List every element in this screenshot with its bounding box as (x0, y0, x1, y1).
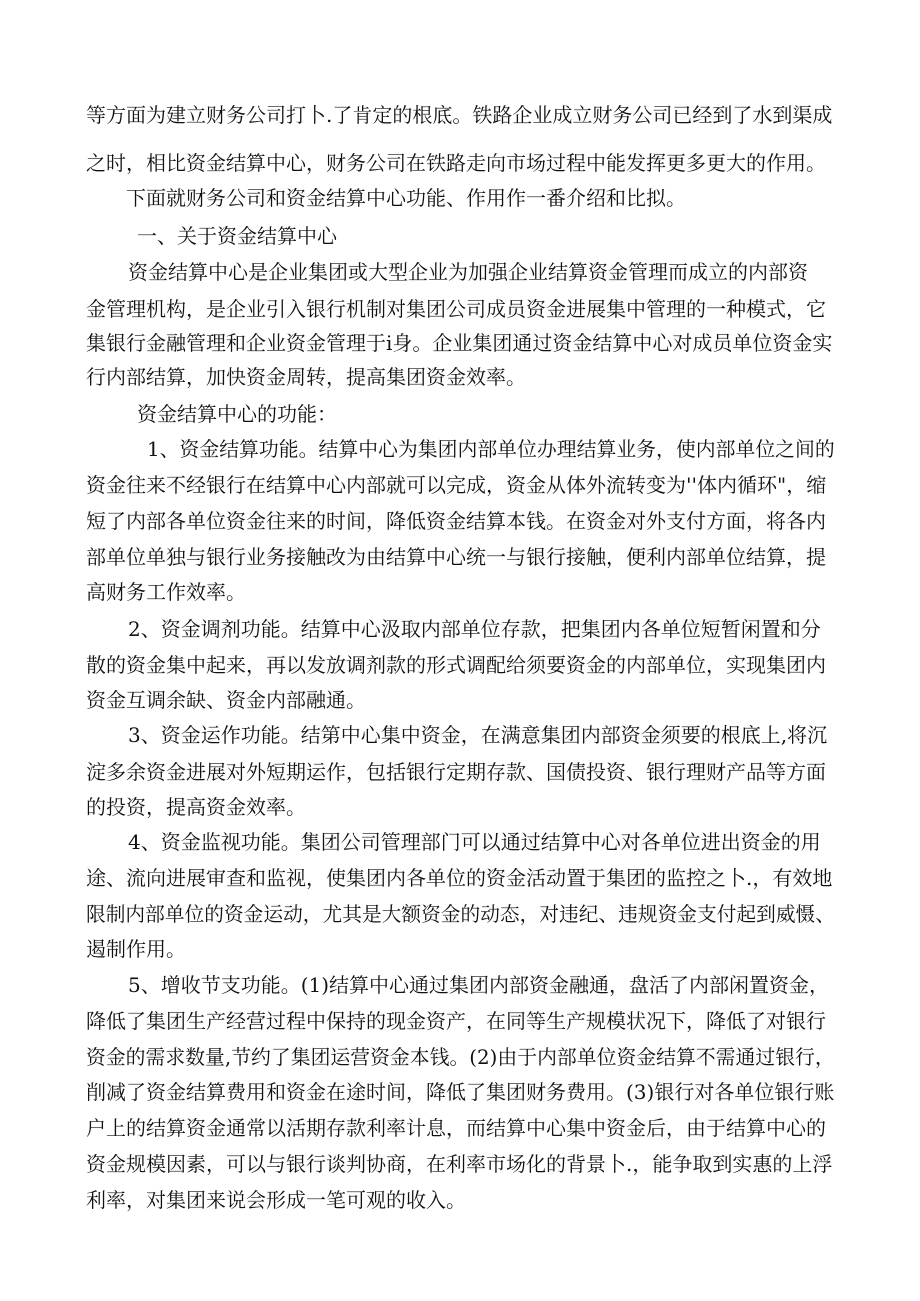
text-line: 削减了资金结算费用和资金在途时间，降低了集团财务费用。(3)银行对各单位银行账 (86, 1080, 835, 1104)
text-line: 散的资金集中起来，再以发放调剂款的形式调配给须要资金的内部单位，实现集团内 (86, 653, 826, 677)
text-line: 途、流向进展审查和监视，使集团内各单位的资金活动置于集团的监控之卜.，有效地 (86, 866, 833, 890)
text-line: 遏制作用。 (86, 937, 186, 961)
subheading: 资金结算中心的功能： (137, 402, 337, 426)
text-line: 高财务工作效率。 (86, 580, 246, 604)
text-line: 户上的结算资金通常以活期存款利率计息，而结算中心集中资金后，由于结算中心的 (86, 1116, 826, 1140)
text-line: 2、资金调剂功能。结算中心汲取内部单位存款，把集团内各单位短暂闲置和分 (128, 617, 821, 641)
text-line: 部单位单独与银行业务接触改为由结算中心统一与银行接触，便利内部单位结算，提 (86, 545, 826, 569)
section-heading: 一、关于资金结算中心 (137, 224, 337, 248)
text-line: 利率，对集团来说会形成一笔可观的收入。 (86, 1188, 466, 1212)
text-line: 4、资金监视功能。集团公司管理部门可以通过结算中心对各单位进出资金的用 (128, 830, 821, 854)
text-line: 金管理机构，是企业引入银行机制对集团公司成员资金进展集中管理的一种模式，它 (86, 297, 826, 321)
text-line: 淀多余资金进展对外短期运作，包括银行定期存款、国债投资、银行理财产品等方面 (86, 760, 826, 784)
text-line: 5、增收节支功能。(1)结算中心通过集团内部资金融通，盘活了内部闲置资金， (128, 973, 830, 997)
text-line: 降低了集团生产经营过程中保持的现金资产，在同等生产规模状况下，降低了对银行 (86, 1009, 826, 1033)
text-line: 的投资，提高资金效率。 (86, 795, 306, 819)
text-line: 之时，相比资金结算中心，财务公司在铁路走向市场过程中能发挥更多更大的作用。 (86, 151, 826, 175)
text-line: 1、资金结算功能。结算中心为集团内部单位办理结算业务，使内部单位之间的 (147, 437, 835, 461)
text-line: 资金规模因素，可以与银行谈判协商，在利率市场化的背景卜.，能争取到实惠的上浮 (86, 1152, 833, 1176)
text-line: 等方面为建立财务公司打卜.了肯定的根底。铁路企业成立财务公司已经到了水到渠成 (86, 103, 833, 127)
text-line: 行内部结算，加快资金周转，提高集团资金效率。 (86, 365, 526, 389)
text-line: 限制内部单位的资金运动，尤其是大额资金的动态，对违纪、违规资金支付起到威慑、 (86, 902, 835, 926)
text-line: 资金的需求数量,节约了集团运营资金本钱。(2)由于内部单位资金结算不需通过银行， (86, 1045, 835, 1069)
text-line: 资金互调余缺、资金内部融通。 (86, 688, 366, 712)
text-line: 资金结算中心是企业集团或大型企业为加强企业结算资金管理而成立的内部资 (128, 260, 808, 284)
text-line: 下面就财务公司和资金结算中心功能、作用作一番介绍和比拟。 (126, 186, 686, 210)
text-line: 3、资金运作功能。结第中心集中资金，在满意集团内部资金须要的根底上,将沉 (128, 723, 828, 747)
text-line: 集银行金融管理和企业资金管理于i身。企业集团通过资金结算中心对成员单位资金实 (86, 331, 833, 355)
text-line: 短了内部各单位资金往来的时间，降低资金结算本钱。在资金对外支付方面，将各内 (86, 509, 826, 533)
text-line: 资金往来不经银行在结算中心内部就可以完成，资金从体外流转变为''体内循环"，缩 (86, 473, 827, 497)
